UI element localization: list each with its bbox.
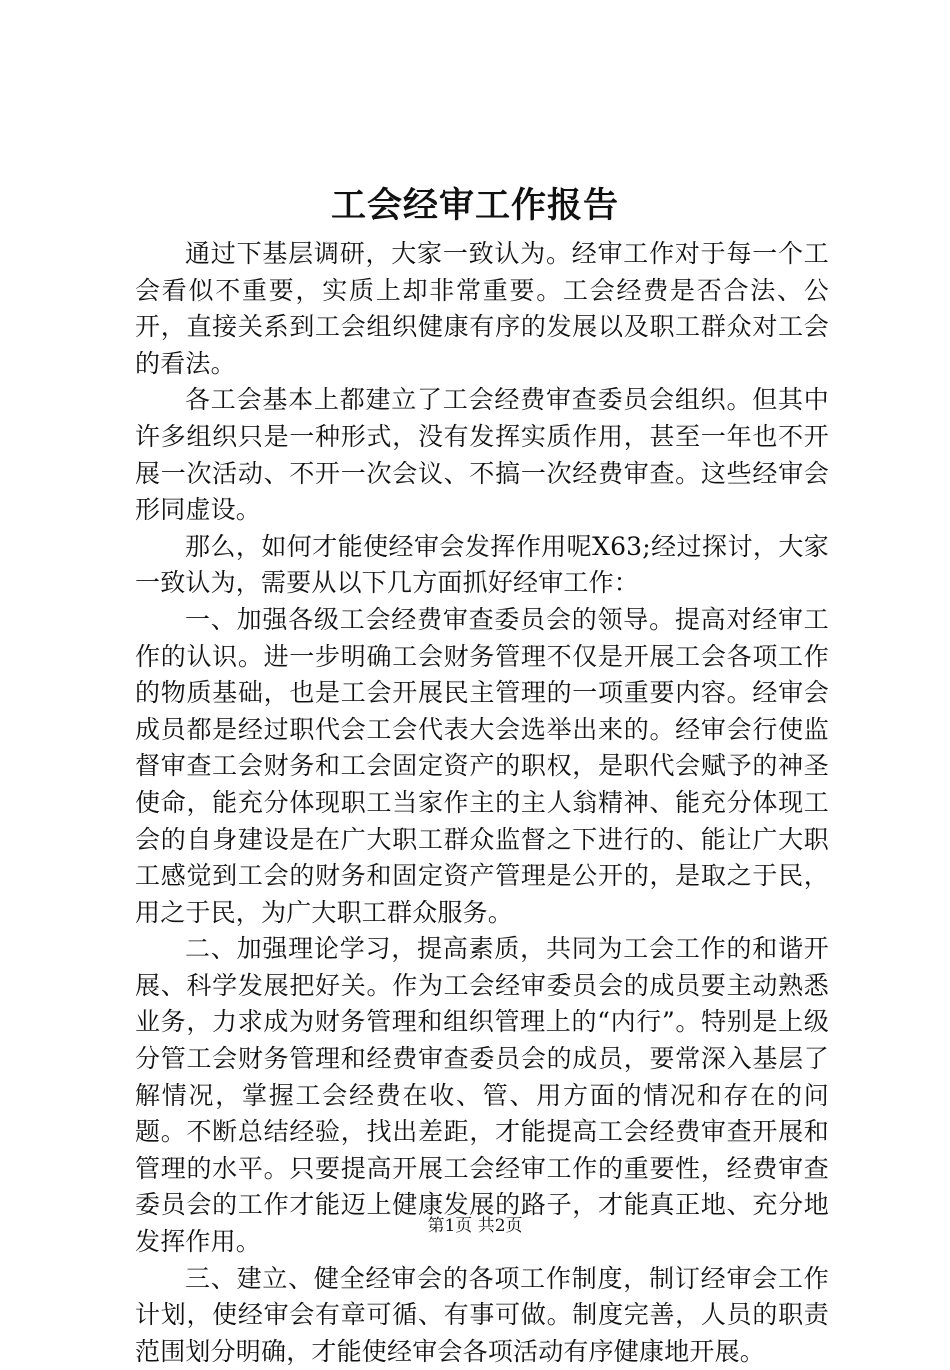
document-title: 工会经审工作报告 bbox=[330, 185, 619, 226]
document-body bbox=[135, 236, 829, 1370]
paragraph: 各工会基本上都建立了工会经费审查委员会组织。但其中许多组织只是一种形式，没有发挥实质作用，甚至一年也不开展一次活动、不开一次会议、不搞一次经费审查。这些经审会形同虚设。 bbox=[135, 385, 829, 525]
paragraph: 三、建立、健全经审会的各项工作制度，制订经审会工作计划，使经审会有章可循、有事可做。制度完善，人员的职责范围划分明确，才能使经审会各项活动有序健康地开展。 bbox=[135, 1263, 829, 1366]
paragraph: 一、加强各级工会经费审查委员会的领导。提高对经审工作的认识。进一步明确工会财务管理不仅是开展工会各项工作的物质基础，也是工会开展民主管理的一项重要内容。经审会成员都是经过职代会工会代表大会选举出来的。经审会行使监督审查工会财务和工会固定资产的职权，是职代会赋予的神圣使命，能充分体现职工当家作主的主人翁精神、能充分体现工会的自身建设是在广大职工群众监督之下进行的、能让广大职工感觉到工会的财务和固定资产管理是公开的，是取之于民，用之于民，为广大职工群众服务。 bbox=[135, 604, 829, 927]
page-number-footer: 第1页 共2页 bbox=[427, 1216, 523, 1236]
paragraph: 那么，如何才能使经审会发挥作用呢X63;经过探讨，大家一致认为，需要从以下几方面抓好经审工作： bbox=[135, 531, 829, 598]
paragraph: 通过下基层调研，大家一致认为。经审工作对于每一个工会看似不重要，实质上却非常重要。工会经费是否合法、公开，直接关系到工会组织健康有序的发展以及职工群众对工会的看法。 bbox=[135, 239, 829, 378]
paragraph: 二、加强理论学习，提高素质，共同为工会工作的和谐开展、科学发展把好关。作为工会经审委员会的成员要主动熟悉业务，力求成为财务管理和组织管理上的“内行”。特别是上级分管工会财务管理和经费审查委员会的成员，要常深入基层了解情况，掌握工会经费在收、管、用方面的情况和存在的问题。不断总结经验，找出差距，才能提高工会经费审查开展和管理的水平。只要提高开展工会经审工作的重要性，经费审查委员会的工作才能迈上健康发展的路子，才能真正地、充分地发挥作用。 bbox=[135, 934, 829, 1257]
